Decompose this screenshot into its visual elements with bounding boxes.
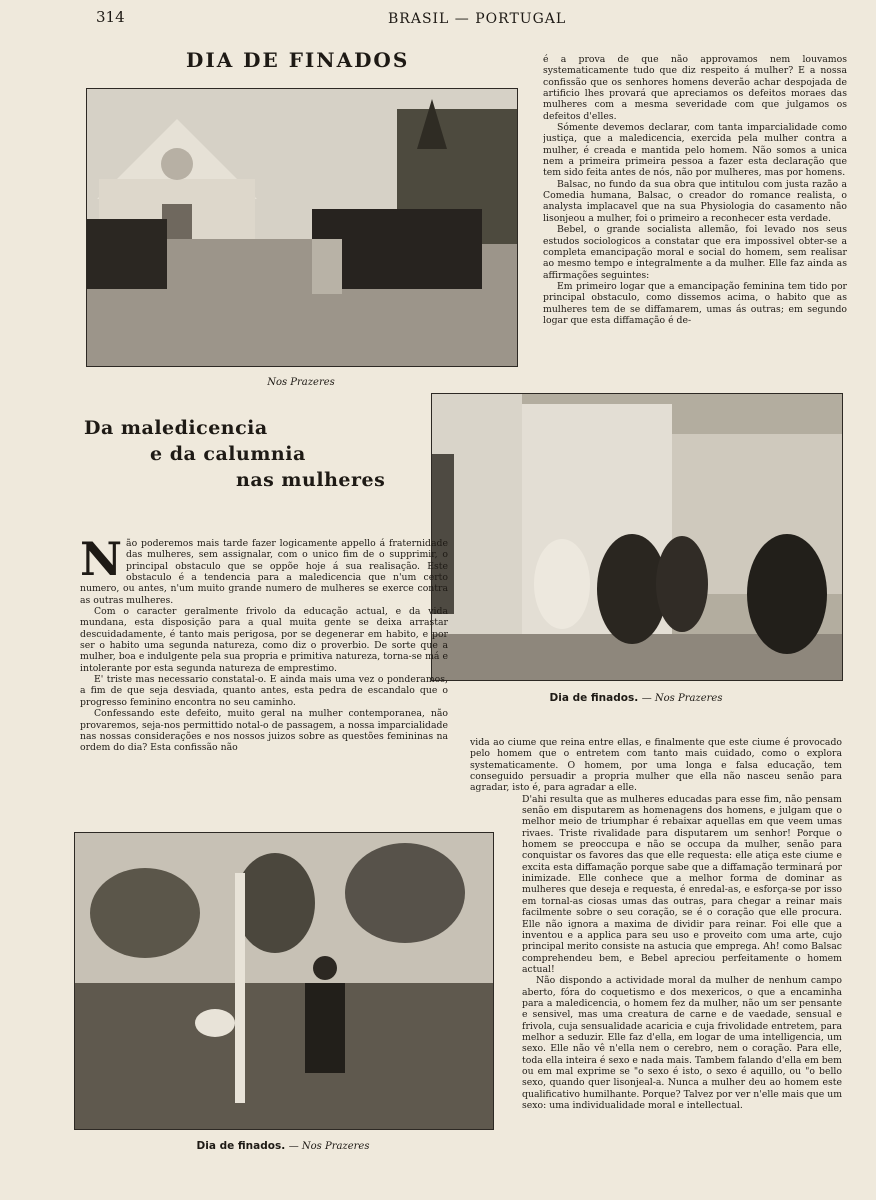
photo-cemetery-church-image [87, 89, 517, 366]
photo-women-walking [431, 393, 843, 681]
paragraph: E' triste mas necessario constatal-o. E ainda mais uma vez o ponderamos, a fim de que seja desviada, quanto antes, esta pedra de escandalo que o progresso feminino encontra no seu caminho. [80, 674, 448, 708]
paragraph: ão poderemos mais tarde fazer logicamente appello á fraternidade das mulheres, sem assignalar, com o unico fim de o supprimir, o principal obstaculo que se oppõe hoje á sua realisação. Este obstaculo é a tendencia para a maledicencia que n'um certo numero, ou antes, n'um muito grande numero de mulheres se exerce contra as outras mulheres. [80, 538, 448, 606]
running-head: BRASIL — PORTUGAL [388, 11, 567, 27]
photo-cemetery-church [86, 88, 518, 367]
article2-title-line2: e da calumnia [150, 443, 306, 465]
paragraph: vida ao ciume que reina entre ellas, e finalmente que este ciume é provocado pelo homem que o entretem com tanto mais cuidado, como o explora systematicamente. O homem, por uma longa e falsa educação, tem conseguido persuadir a propria mulher que ella não nasceu senão para agradar, isto é, para agradar a elle. [470, 737, 842, 794]
photo2-caption [431, 691, 841, 704]
paragraph: Confessando este defeito, muito geral na mulher contemporanea, não provaremos, seja-nos permittido notal-o de passagem, a nossa imparcialidade nas nossas considerações e nos nossos juizos sobre as questões femininas na ordem do dia? Esta confissão não [80, 708, 448, 754]
paragraph: Sómente devemos declarar, com tanta imparcialidade como justiça, que a maledicencia, exercida pela mulher contra a mulher, é creada e mantida pelo homem. Não somos a unica nem a primeira primeira pessoa a fazer esta declaração que tem sido feita antes de nós, não por mulheres, mas por homens. [543, 122, 847, 179]
article2-title-line1: Da maledicencia [84, 417, 268, 439]
article1-right-column [543, 54, 847, 364]
paragraph: Em primeiro logar que a emancipação feminina tem tido por principal obstaculo, como dissemos acima, o habito que as mulheres tem de se diffamarem, umas ás outras; em segundo logar que esta diffamação é de- [543, 280, 847, 326]
photo-women-walking-image [432, 394, 842, 680]
drop-cap: N [80, 538, 123, 586]
article2-title-line3: nas mulheres [236, 469, 386, 491]
photo3-caption-bold: Dia de finados. [196, 1140, 286, 1152]
photo3-caption-italic: — Nos Prazeres [288, 1141, 370, 1152]
page-number: 314 [96, 8, 125, 26]
paragraph: Com o caracter geralmente frivolo da educação actual, e da vida mundana, esta disposição para a qual muita gente se deixa arrastar descuidadamente, é tanto mais perigosa, por se degenerar em habito, e por ser o habito uma segunda natureza, como diz o proverbio. De sorte que a mulher, boa e indulgente pela sua propria e primitiva natureza, torna-se má e intolerante por esta segunda natureza de emprestimo. [80, 606, 448, 674]
photo2-caption-italic: — Nos Prazeres [641, 693, 723, 704]
photo-garden-grave [74, 832, 494, 1130]
paragraph: D'ahi resulta que as mulheres educadas para esse fim, não pensam senão em disputarem as homenagens dos homens, e julgam que o melhor meio de triumphar é rebaixar aquellas em que veem umas rivaes. Triste rivalidade para disputarem um senhor! Porque o homem se preoccupa e não se occupa da mulher, senão para conquistar os favores das que elle requesta: elle atiça este ciume e excita esta diffamação porque sabe que a diffamação terminará por inimizade. Elle conhece que a melhor forma de dominar as mulheres que deseja e requesta, é enredal-as, e esforça-se por isso em tornal-as ciosas umas das outras, para chegar a reinar mais facilmente sobre o seu coração, se é o coração que elle procura. Elle não ignora a maxima de dividir para reinar. Foi elle que a inventou e a applica para seu uso e proveito com uma arte, cujo principal merito consiste na astucia que emprega. Ah! como Balsac comprehendeu bem, e Bebel apreciou perfeitamente o homem actual! [522, 793, 842, 975]
paragraph: Bebel, o grande socialista allemão, foi levado nos seus estudos sociologicos a constatar que era impossivel obter-se a completa emancipação moral e social do homem, sem realisar ao mesmo tempo e integralmente a da mulher. Elle faz ainda as affirmações seguintes: [543, 224, 847, 281]
article2-right-column [470, 737, 842, 1162]
photo-garden-grave-image [75, 833, 493, 1129]
photo2-caption-bold: Dia de finados. [549, 692, 639, 704]
paragraph: Balsac, no fundo da sua obra que intitulou com justa razão a Comedia humana, Balsac, o creador do romance realista, o analysta implacavel que na sua Physiologia do casamento não lisonjeou a mulher, foi o primeiro a reconhecer esta verdade. [543, 178, 847, 224]
photo1-caption: Nos Prazeres [267, 377, 335, 388]
paragraph: é a prova de que não approvamos nem louvamos systematicamente tudo que diz respeito á mulher? E a nossa confissão que os senhores homens deverão achar despojada de artificio lhes provará que apreciamos os defeitos moraes das mulheres com a mesma severidade com que julgamos os defeitos d'elles. [543, 54, 847, 122]
article2-left-column [80, 538, 448, 803]
photo3-caption [74, 1139, 492, 1152]
paragraph: Não dispondo a actividade moral da mulher de nenhum campo aberto, fóra do coquetismo e dos mexericos, o que a encaminha para a maledicencia, o homem fez da mulher, não um ser pensante e sensivel, mas uma creatura de carne e de vaedade, sensual e frivola, cuja sensualidade acaricia e cuja frivolidade entretem, para melhor a seduzir. Elle faz d'ella, em logar de uma intelligencia, um sexo. Elle não vê n'ella nem o cerebro, nem o coração. Para elle, toda ella inteira é sexo e nada mais. Tambem falando d'ella em bem ou em mal exprime se "o sexo é isto, o sexo é aquillo, ou "o bello sexo, quando quer lisonjeal-a. Nunca a mulher deu ao homem este qualificativo humilhante. Porque? Talvez por ver n'elle mais que um sexo: uma individualidade moral e intellectual. [522, 975, 842, 1111]
article-title: DIA DE FINADOS [186, 48, 410, 72]
